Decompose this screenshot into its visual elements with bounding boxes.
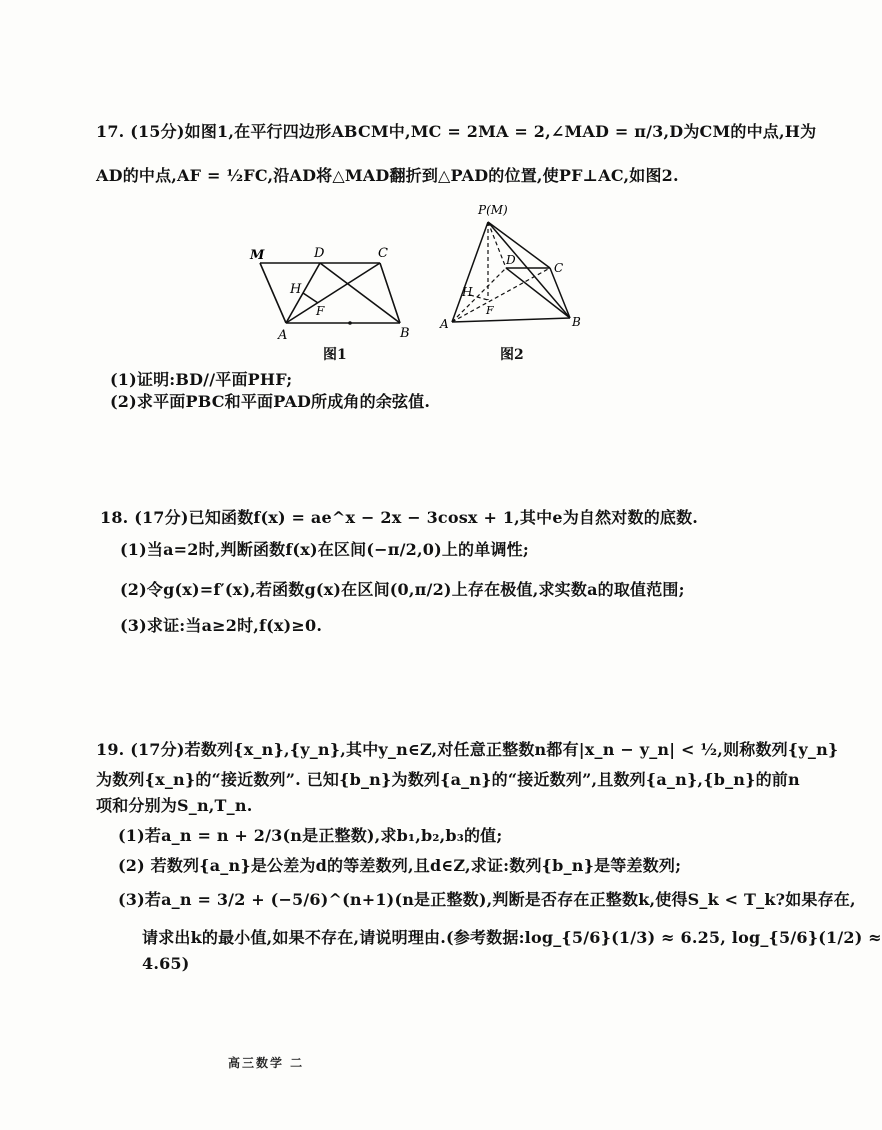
q18-sub3: (3)求证:当a≥2时,f(x)≥0. <box>120 616 323 635</box>
fig1-label-D: D <box>314 246 325 261</box>
q19-sub1: (1)若a_n = n + 2/3(n是正整数),求b₁,b₂,b₃的值; <box>118 826 503 845</box>
fig2-edge-PA <box>452 222 488 322</box>
fig2-edge-AB <box>452 318 570 322</box>
fig1-label-F: F <box>316 304 325 318</box>
fig1-label-B: B <box>400 326 410 341</box>
fig2-label-D: D <box>506 253 516 267</box>
q19-sub3-line2: 请求出k的最小值,如果不存在,请说明理由.(参考数据:log_{5/6}(1/3) ≈ 6.25, log_{5/6}(1/2) ≈ <box>142 928 882 947</box>
figure-1 <box>250 245 430 345</box>
q19-sub3-line3: 4.65) <box>142 954 190 973</box>
fig1-label-C: C <box>378 246 388 261</box>
q19-sub3-line1: (3)若a_n = 3/2 + (−5/6)^(n+1)(n是正整数),判断是否存在正整数k,使得S_k < T_k?如果存在, <box>118 890 856 909</box>
fig1-label-A: A <box>278 328 288 343</box>
q18-sub2: (2)令g(x)=f′(x),若函数g(x)在区间(0,π/2)上存在极值,求实数a的取值范围; <box>120 580 685 599</box>
fig1-label-H: H <box>290 282 302 297</box>
q18-line1: 18. (17分)已知函数f(x) = ae^x − 2x − 3cosx + 1,其中e为自然对数的底数. <box>100 508 699 527</box>
fig2-label-C: C <box>554 261 564 275</box>
q17-sub2: (2)求平面PBC和平面PAD所成角的余弦值. <box>110 392 431 411</box>
fig1-edge-HF <box>303 293 318 303</box>
fig2-label-B: B <box>572 315 581 329</box>
fig2-label-P: P(M) <box>478 203 508 217</box>
fig1-edge-CB <box>380 263 400 323</box>
q17-line1: 17. (15分)如图1,在平行四边形ABCM中,MC = 2MA = 2,∠MAD = π/3,D为CM的中点,H为 <box>96 122 817 141</box>
q19-sub2: (2) 若数列{a_n}是公差为d的等差数列,且d∈Z,求证:数列{b_n}是等差数列; <box>118 856 682 875</box>
q17-sub1: (1)证明:BD//平面PHF; <box>110 370 293 389</box>
fig1-label-M: M <box>250 248 265 263</box>
fig2-edge-AD <box>452 268 506 322</box>
figure-2-caption: 图2 <box>500 347 524 363</box>
figure-1-caption: 图1 <box>323 347 347 363</box>
fig1-edge-AM <box>260 263 286 323</box>
fig2-label-A: A <box>440 317 449 331</box>
q19-line1: 19. (17分)若数列{x_n},{y_n},其中y_n∈Z,对任意正整数n都有|x_n − y_n| < ½,则称数列{y_n} <box>96 740 839 759</box>
q18-sub1: (1)当a=2时,判断函数f(x)在区间(−π/2,0)上的单调性; <box>120 540 529 559</box>
q19-line3: 项和分别为S_n,T_n. <box>96 796 253 815</box>
fig2-label-F: F <box>486 304 494 317</box>
page-footer: 高三数学 二 <box>228 1056 305 1070</box>
q19-line2: 为数列{x_n}的“接近数列”. 已知{b_n}为数列{a_n}的“接近数列”,且数列{a_n},{b_n}的前n <box>96 770 800 789</box>
figure-2 <box>440 200 590 340</box>
fig2-label-H: H <box>462 285 473 299</box>
q17-line2: AD的中点,AF = ½FC,沿AD将△MAD翻折到△PAD的位置,使PF⊥AC,如图2. <box>96 166 679 185</box>
